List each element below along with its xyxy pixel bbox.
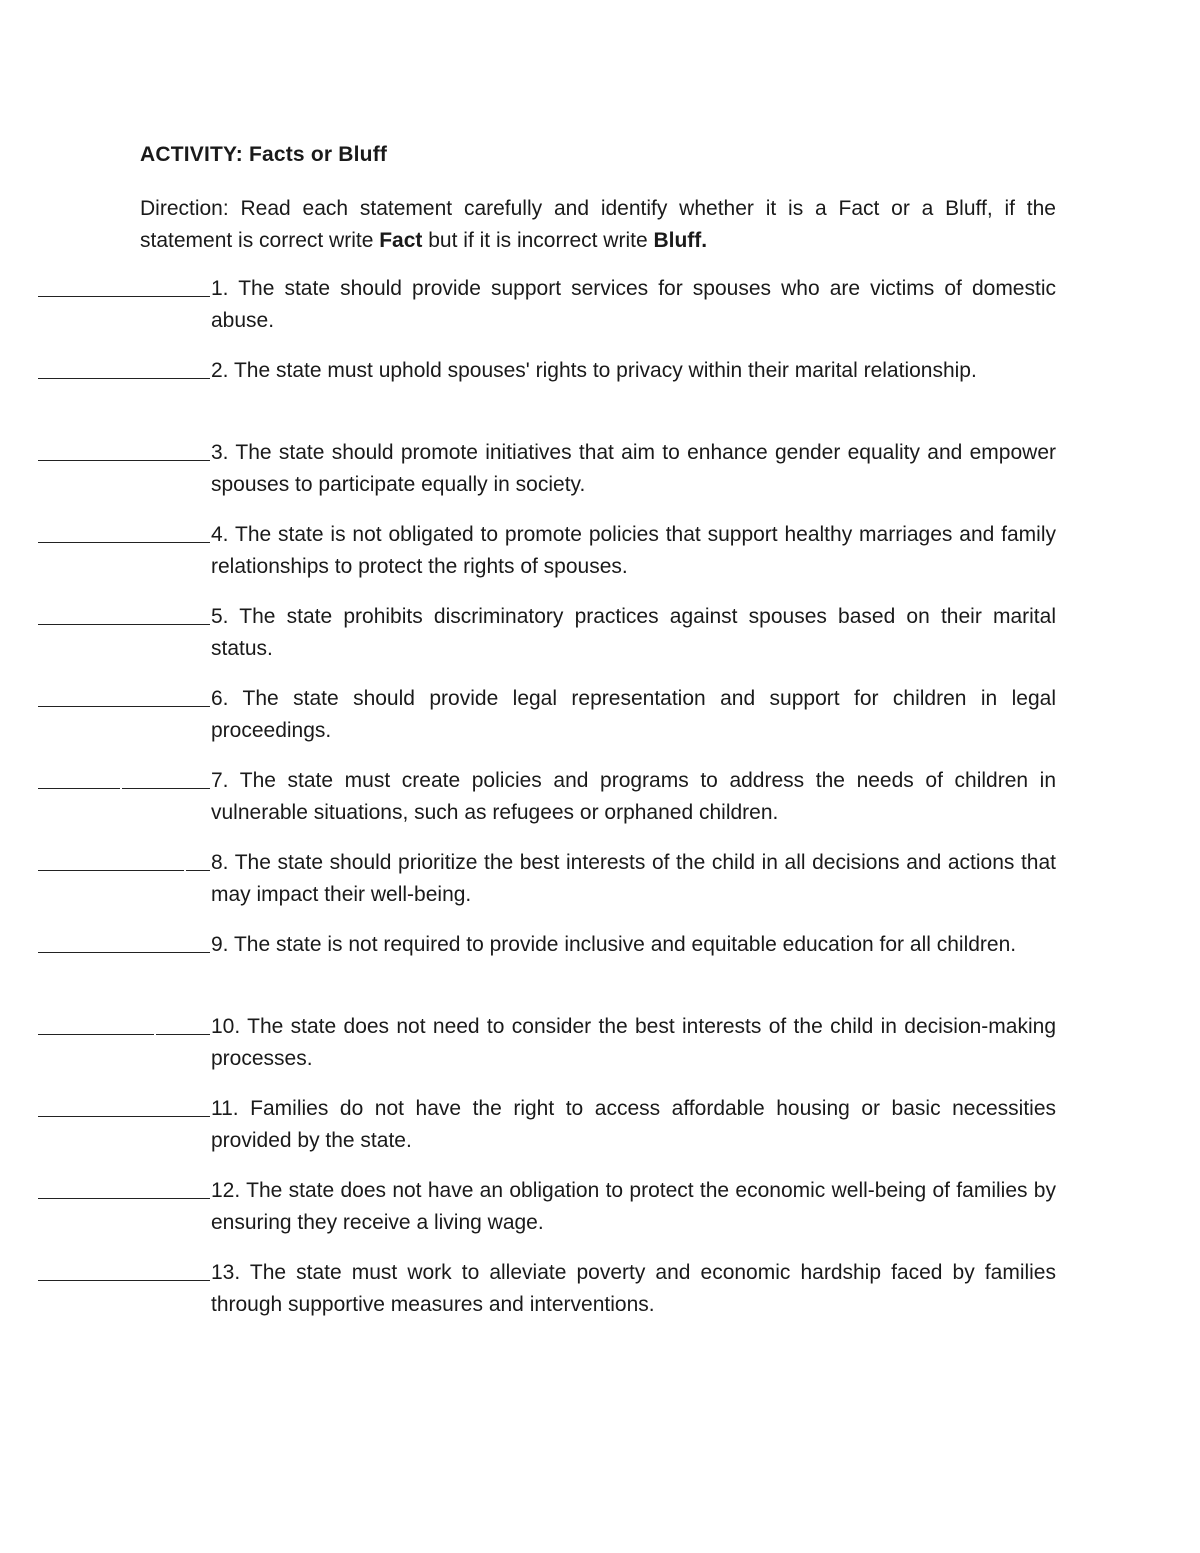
statement-item-4 bbox=[38, 519, 1058, 601]
answer-blank-6[interactable] bbox=[38, 706, 210, 707]
fact-keyword: Fact bbox=[379, 229, 423, 252]
statement-item-13 bbox=[38, 1257, 1058, 1339]
statement-item-2 bbox=[38, 355, 1058, 437]
statement-text-11: 11. Families do not have the right to access affordable housing or basic necessities provided by the state. bbox=[211, 1097, 1056, 1152]
answer-blank-2[interactable] bbox=[38, 378, 210, 379]
statement-item-3 bbox=[38, 437, 1058, 519]
answer-blank-13[interactable] bbox=[38, 1280, 210, 1281]
answer-blank-11[interactable] bbox=[38, 1116, 210, 1117]
statement-text-3: 3. The state should promote initiatives that aim to enhance gender equality and empower spouses to participate equally in society. bbox=[211, 441, 1056, 496]
answer-blank-10[interactable] bbox=[38, 1034, 210, 1035]
statement-text-13: 13. The state must work to alleviate poverty and economic hardship faced by families through supportive measures and interventions. bbox=[211, 1261, 1056, 1316]
statement-text-12: 12. The state does not have an obligation to protect the economic well-being of families by ensuring they receive a living wage. bbox=[211, 1179, 1056, 1234]
statement-item-7 bbox=[38, 765, 1058, 847]
statement-item-10 bbox=[38, 1011, 1058, 1093]
answer-blank-7[interactable] bbox=[38, 788, 210, 789]
answer-blank-8[interactable] bbox=[38, 870, 210, 871]
statement-item-1 bbox=[38, 273, 1058, 355]
statement-text-2: 2. The state must uphold spouses' rights to privacy within their marital relationship. bbox=[211, 359, 977, 382]
bluff-keyword: Bluff. bbox=[653, 229, 708, 252]
statement-list bbox=[38, 273, 1058, 1339]
statement-text-7: 7. The state must create policies and programs to address the needs of children in vulnerable situations, such as refugees or orphaned children. bbox=[211, 769, 1056, 824]
statement-text-8: 8. The state should prioritize the best interests of the child in all decisions and actions that may impact their well-being. bbox=[211, 851, 1056, 906]
answer-blank-1[interactable] bbox=[38, 296, 210, 297]
statement-text-9: 9. The state is not required to provide inclusive and equitable education for all children. bbox=[211, 933, 1017, 956]
statement-text-4: 4. The state is not obligated to promote policies that support healthy marriages and family relationships to protect the rights of spouses. bbox=[211, 523, 1056, 578]
statement-text-10: 10. The state does not need to consider the best interests of the child in decision-making processes. bbox=[211, 1015, 1056, 1070]
statement-text-5: 5. The state prohibits discriminatory practices against spouses based on their marital status. bbox=[211, 605, 1056, 660]
statement-item-5 bbox=[38, 601, 1058, 683]
statement-text-1: 1. The state should provide support services for spouses who are victims of domestic abuse. bbox=[211, 277, 1056, 332]
answer-blank-9[interactable] bbox=[38, 952, 210, 953]
statement-item-6 bbox=[38, 683, 1058, 765]
answer-blank-12[interactable] bbox=[38, 1198, 210, 1199]
answer-blank-3[interactable] bbox=[38, 460, 210, 461]
direction-paragraph bbox=[140, 193, 1056, 257]
answer-blank-5[interactable] bbox=[38, 624, 210, 625]
statement-item-12 bbox=[38, 1175, 1058, 1257]
statement-item-11 bbox=[38, 1093, 1058, 1175]
answer-blank-4[interactable] bbox=[38, 542, 210, 543]
activity-title: ACTIVITY: Facts or Bluff bbox=[140, 143, 388, 166]
direction-text-part-2: but if it is incorrect write bbox=[422, 229, 654, 252]
statement-text-6: 6. The state should provide legal representation and support for children in legal proceedings. bbox=[211, 687, 1056, 742]
statement-item-8 bbox=[38, 847, 1058, 929]
direction-text-part-1: Direction: Read each statement carefully and identify whether it is a Fact or a Bluff, if the statement is correct write bbox=[140, 197, 1056, 252]
statement-item-9 bbox=[38, 929, 1058, 1011]
